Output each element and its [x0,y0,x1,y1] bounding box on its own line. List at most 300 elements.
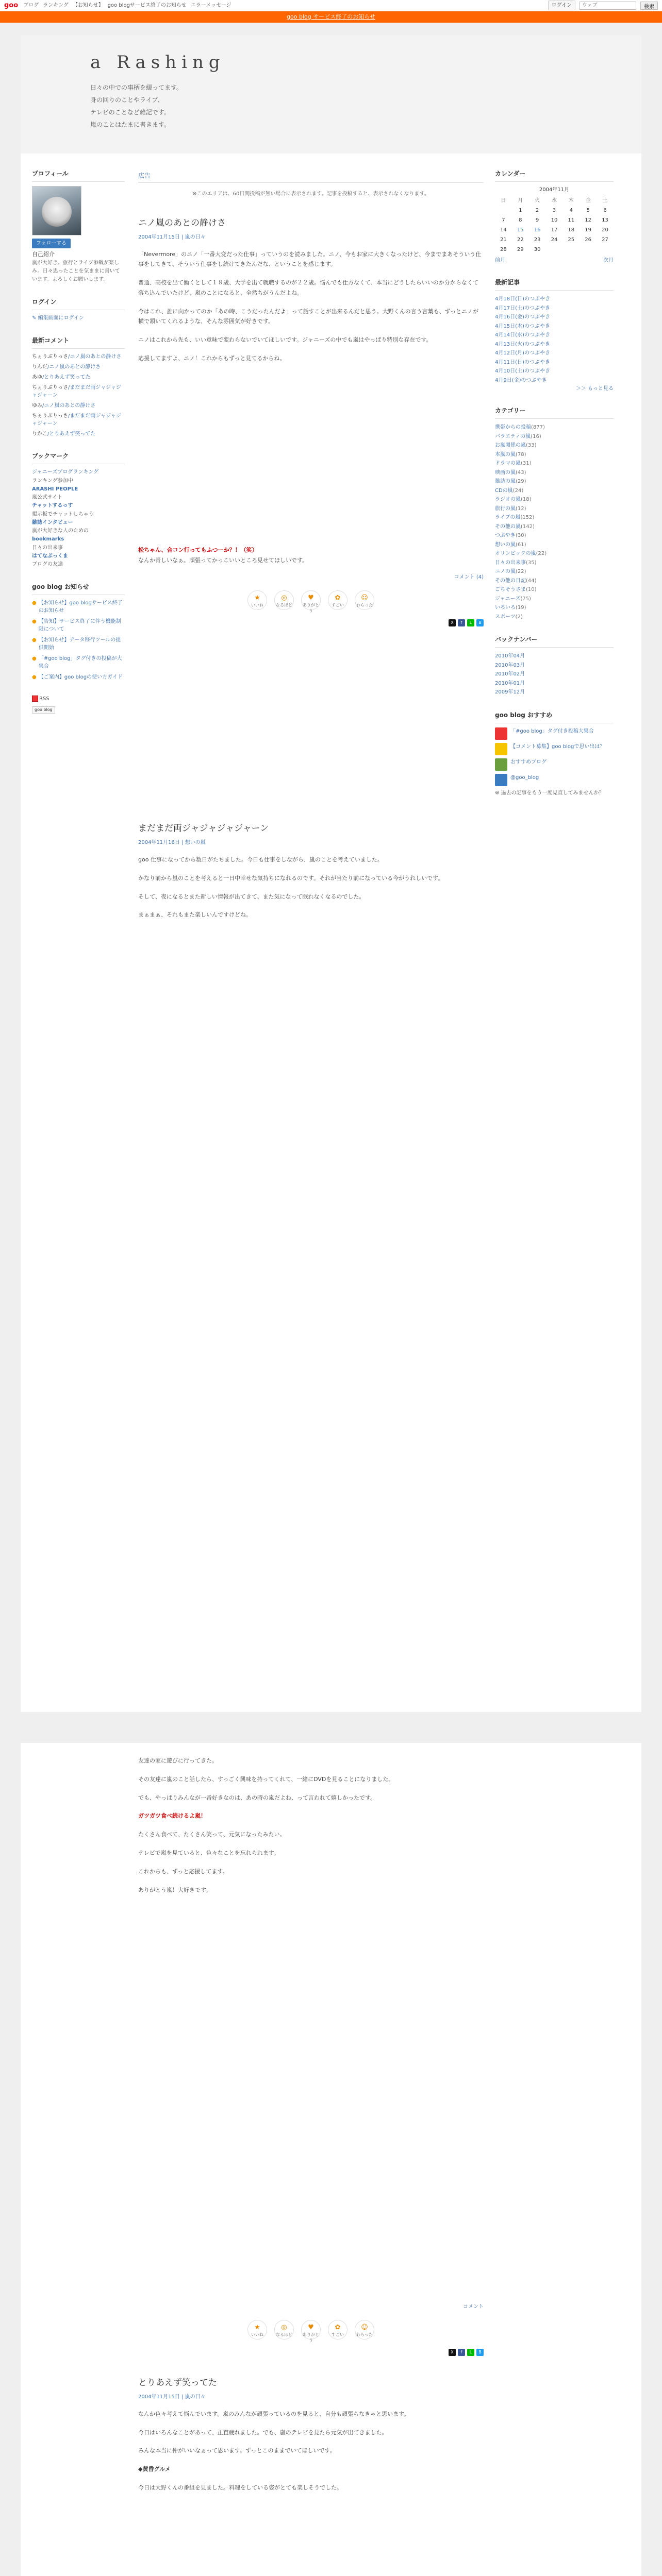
osusume-item[interactable] [495,774,614,786]
post-paragraph: みんな本当に仲がいいなぁって思います。ずっとこのままでいてほしいです。 [138,2447,336,2454]
category-name: お嵐関係の嵐 [495,443,526,448]
backnumber-link[interactable]: 2010年04月 [495,653,525,659]
post-paragraph: 友達の家に遊びに行ってきた。 [138,1757,218,1764]
recent-comment-item [32,363,125,371]
recent-post-link[interactable]: 4月18日(日)のつぶやき [495,296,550,302]
bookmark-desc: 掲示板でチャットしちゃう [32,511,94,517]
calendar-day: 4 [569,208,573,213]
reaction-label: わらった [356,603,373,608]
category-name: バラエティの嵐 [495,433,531,439]
comment-post-link[interactable]: /ニノ嵐のあとの静けさ [42,403,96,409]
reaction-button[interactable] [301,2320,321,2343]
osusume-block [495,710,614,798]
post-title[interactable]: ニノ嵐のあとの静けさ [138,218,226,228]
category-count: (44) [526,578,537,584]
osusume-title: goo blog おすすめ [495,710,614,723]
backnumber-link[interactable]: 2009年12月 [495,689,525,695]
category-name: ジャニーズ [495,596,521,602]
recent-post-link[interactable]: 4月15日(木)のつぶやき [495,323,550,329]
comment-post-link[interactable]: /まだまだ両ジャジャジャジャーン [32,385,121,398]
pencil-icon: ✎ [32,315,38,321]
osusume-thumb [495,758,507,771]
category-item[interactable] [495,567,614,577]
category-name: ニノの嵐 [495,569,516,574]
calendar-week [495,235,614,245]
news-item [32,599,125,615]
category-count: (30) [516,533,526,538]
recent-post-link[interactable]: 4月11日(日)のつぶやき [495,359,550,365]
recent-comment-item [32,384,125,399]
category-name: ライブの嵐 [495,515,521,520]
blog-post [138,822,484,920]
bookmark-block [32,451,125,569]
post-paragraph: 応援してますよ、ニノ！これからもずっと見てるからね。 [138,355,286,362]
post-paragraph: goo 仕事になってから数日がたちました。今日も仕事をしながら、嵐のことを考えていました。 [138,856,383,863]
category-count: (2) [515,614,523,620]
heart-icon: ♥ [308,2324,314,2332]
goo-nav-blog[interactable]: ブログ [23,3,39,8]
comment-author: ちぇりぶりっさ [32,354,68,360]
blog-description-line: 身の回りのことやライブ、 [90,96,164,104]
reaction-button[interactable] [247,590,267,610]
calendar-day: 24 [551,237,558,243]
reaction-button[interactable] [274,2320,294,2340]
inactive-notice: ※このエリアは、60日間投稿が無い場合に表示されます。記事を投稿すると、表示されなくなります。 [192,191,429,197]
left-sidebar [32,169,125,727]
category-count: (19) [516,605,526,611]
backnumber-link[interactable]: 2010年01月 [495,680,525,686]
post-paragraph: たくさん食べて、たくさん笑って、元気になったみたい。 [138,1831,286,1838]
calendar-day: 11 [568,217,575,223]
profile-name: 自己紹介 [32,251,55,258]
line-share-icon[interactable]: L [467,619,474,626]
bookmark-link[interactable]: 雑誌インタビュー [32,519,73,526]
post-paragraph [138,1903,484,2295]
osusume-thumb [495,727,507,740]
category-name: 旅行の嵐 [495,505,516,512]
calendar-day[interactable]: 16 [534,227,541,233]
rss-icon [32,696,38,702]
calendar-table [495,196,614,255]
comment-post-link[interactable]: /とりあえず笑ってた [47,431,96,437]
calendar-week [495,206,614,215]
comment-link[interactable]: コメント (4) [454,574,484,581]
reaction-label: いいね [251,603,263,608]
reaction-label: ありがとう [303,603,319,613]
comment-author: りんだ [32,364,47,370]
share-row [138,2349,484,2356]
recent-post-link[interactable]: 4月14日(水)のつぶやき [495,332,550,338]
post-title[interactable]: まだまだ両ジャジャジャジャーン [138,823,269,834]
category-item[interactable] [495,477,614,486]
weekday-label: 金 [585,198,591,204]
post-paragraph: 今日はいろんなことがあって、正直疲れました。でも、嵐のテレビを見たら元気が出てきました。 [138,2429,388,2436]
login-block [32,297,125,323]
comment-author: ちぇりぶりっさ [32,385,68,391]
bookmark-link[interactable]: bookmarks [32,536,64,542]
blog-header [21,35,641,154]
category-item[interactable] [495,595,614,604]
goo-news-title: goo blog お知らせ [32,582,125,595]
category-name: CDの嵐 [495,487,513,494]
comment-post-link[interactable]: /とりあえず笑ってた [42,375,91,380]
post-date[interactable]: 2004年11月15日 | 嵐の日々 [138,2394,206,2400]
reaction-label: なるほど [276,603,292,608]
post-bold-text: ◆黄昏グルメ [138,2466,171,2473]
news-item [32,636,125,652]
post-paragraph: でも、やっぱりみんなが一番好きなのは、あの時の嵐だよね、って言われて嬉しかったです。 [138,1794,376,1801]
calendar-day: 14 [500,227,507,233]
page-band [21,1712,641,1743]
reaction-button[interactable] [328,2320,347,2340]
post-title[interactable]: とりあえず笑ってた [138,2378,217,2388]
calendar-day: 8 [519,217,522,223]
weekday-label: 土 [602,198,608,204]
recent-post-link[interactable]: 4月17日(土)のつぶやき [495,305,550,311]
hatena-share-icon[interactable]: B [476,619,484,626]
goo-nav-service-end[interactable]: goo blogサービス終了のお知らせ [107,3,187,8]
reaction-button[interactable] [355,590,374,610]
comment-author: ちぇりぶりっさ [32,413,68,419]
goo-search-input[interactable] [580,2,636,10]
reaction-button[interactable] [355,2320,374,2340]
post-body [138,249,484,566]
category-item[interactable] [495,432,614,442]
category-count: (29) [516,479,526,484]
category-item[interactable] [495,540,614,550]
category-name: ラジオの嵐 [495,497,521,502]
rss-label: RSS [39,696,49,702]
category-name: ごちそうさま [495,587,526,592]
comment-link[interactable]: コメント [463,2304,484,2310]
post-paragraph: 今はこれ、誰に向かってのか「あの時、こうだったんだよ」って話すことが出来るんだと思う。大野くんの言う言葉も、ずっとニノが横で頷いてくれるような、そんな雰囲気が好きです。 [138,308,478,325]
calendar-block [495,169,614,264]
osusume-item[interactable] [495,743,614,755]
calendar-week [495,225,614,235]
osusume-link[interactable]: 【コメント募集】goo blogで思い出は？ [510,743,605,750]
star-icon: ★ [254,594,260,602]
bell-icon: ● [32,600,37,606]
blog-title[interactable]: a Rashing [90,52,225,73]
category-item[interactable] [495,531,614,540]
goo-nav-error[interactable]: エラーメッセージ [190,3,231,8]
bell-icon: ● [32,637,37,643]
category-item[interactable] [495,549,614,558]
comment-post-link[interactable]: /まだまだ両ジャジャジャジャーン [32,413,121,427]
flower-icon: ✿ [335,594,341,602]
x-share-icon[interactable]: X [449,619,456,626]
post-date[interactable]: 2004年11月15日 | 嵐の日々 [138,234,206,240]
weekday-label: 月 [518,198,523,204]
osusume-item[interactable] [495,727,614,740]
category-count: (33) [526,443,537,448]
reaction-label: すごい [332,2332,344,2337]
news-link[interactable]: 【ご案内】goo blogの使い方ガイド [38,674,123,680]
goo-blog-badge[interactable]: goo blog [32,706,55,714]
category-name: その他の嵐 [495,523,521,530]
circle-icon: ◎ [281,594,287,602]
category-count: (24) [512,487,524,494]
bookmark-desc: 嵐が大好きな人のための [32,528,89,534]
category-name: 日々の出来事 [495,560,526,566]
category-item[interactable] [495,577,614,586]
goo-logo[interactable]: goo [4,1,19,9]
follow-button[interactable]: フォローする [32,239,71,248]
calendar-day[interactable]: 15 [517,227,524,233]
calendar-day: 25 [568,237,575,243]
category-count: (12) [516,505,526,512]
heart-icon: ♥ [308,594,314,602]
calendar-day: 6 [603,208,607,213]
category-count: (78) [516,451,526,457]
post-paragraph: ニノはこれから先も、いい意味で変わらないでいてほしいです。ジャニーズの中でも嵐はやっぱり特別な存在です。 [138,336,432,344]
bookmark-link[interactable]: ARASHI PEOPLE [32,486,78,492]
recent-comment-item [32,353,125,361]
category-title: カテゴリー [495,406,614,419]
post-paragraph [138,2464,484,2475]
reaction-button[interactable] [247,2320,267,2340]
recent-more-link[interactable]: ＞＞ もっと見る [575,386,614,392]
category-item[interactable] [495,613,614,622]
recent-comment-item [32,374,125,381]
recent-post-link[interactable]: 4月13日(火)のつぶやき [495,341,550,347]
bookmark-link[interactable]: はてなぶっくま [32,553,68,559]
blog-description-line: 嵐のことはたまに書きます。 [90,121,171,128]
category-count: (877) [531,425,545,430]
reaction-button[interactable] [274,590,294,610]
calendar-day: 1 [519,208,522,213]
category-name: 本嵐の嵐 [495,451,516,457]
post-bold-text: ガツガツ食べ続けるよ嵐！ [138,1812,206,1820]
post-paragraph: かなり前から嵐のことを考えると一日中幸せな気持ちになれるのです。それが当たり前になっている今がうれしいです。 [138,874,444,882]
category-item[interactable] [495,522,614,532]
recent-posts-title: 最新記事 [495,278,614,291]
rss-row [32,694,125,703]
post-body [138,2409,484,2493]
calendar-day: 18 [568,227,575,233]
post-paragraph: そして、夜になるとまた新しい情報が出てきて、また気になって眠れなくなるのでした。 [138,893,365,900]
recent-post-link[interactable]: 4月10日(土)のつぶやき [495,368,550,374]
category-item[interactable] [495,450,614,460]
calendar-week [495,245,614,255]
category-item[interactable] [495,585,614,595]
ad-heading: 広告 [138,169,484,183]
calendar-day: 10 [551,217,558,223]
category-block [495,406,614,621]
goo-news-block [32,582,125,681]
category-item[interactable] [495,558,614,568]
bookmark-desc: ブログの友達 [32,562,63,567]
avatar-image [42,197,72,227]
category-count: (10) [526,587,537,592]
blog-description-line: テレビのことなど雑記です。 [90,109,170,116]
reaction-buttons [138,2320,484,2343]
reaction-button[interactable] [301,590,321,613]
comment-author: りかこ [32,431,47,437]
reaction-label: わらった [356,2332,373,2337]
profile-title: プロフィール [32,169,125,182]
news-link[interactable]: 【告知】サービス終了に伴う機能制限について [38,619,121,632]
comment-post-link[interactable]: /ニノ嵐のあとの静けさ [68,354,122,360]
calendar-day: 13 [602,217,608,223]
goo-nav-ranking[interactable]: ランキング [43,3,69,8]
reaction-label: いいね [251,2332,263,2337]
category-item[interactable] [495,441,614,450]
facebook-share-icon[interactable]: f [458,619,465,626]
post-date[interactable]: 2004年11月16日 | 想いの嵐 [138,839,206,845]
category-count: (22) [536,551,547,556]
calendar-day [580,245,597,255]
category-item[interactable] [495,504,614,514]
osusume-item[interactable] [495,758,614,771]
post-paragraph [138,372,484,537]
recent-post-link[interactable]: 4月12日(月)のつぶやき [495,350,550,356]
osusume-link[interactable]: 「#goo blog」タグ付き投稿大集合 [510,728,594,734]
backnumber-link[interactable]: 2010年02月 [495,671,525,677]
login-link-label: 編集画面にログイン [38,315,85,321]
category-item[interactable] [495,495,614,504]
star-icon: ★ [254,2324,260,2332]
category-item[interactable] [495,459,614,468]
calendar-day: 2 [535,208,539,213]
line-share-icon[interactable]: L [467,2349,474,2356]
category-item[interactable] [495,603,614,613]
osusume-link[interactable]: @goo_blog [510,774,539,781]
main-content-continued [138,1756,484,2519]
blog-post [138,2377,484,2493]
category-count: (35) [526,560,537,566]
backnumber-link[interactable]: 2010年03月 [495,662,525,668]
post-body [138,1756,484,2295]
hatena-share-icon[interactable]: B [476,2349,484,2356]
category-name: ドラマの嵐 [495,461,521,466]
category-item[interactable] [495,513,614,522]
category-name: つぶやき [495,533,516,538]
calendar-day: 3 [552,208,556,213]
comment-post-link[interactable]: /ニノ嵐のあとの静けさ [47,364,101,370]
post-paragraph [138,545,484,566]
calendar-day: 23 [534,237,541,243]
calendar-day: 17 [551,227,558,233]
post-paragraph: まぁまぁ、それもまた楽しいんですけどね。 [138,911,252,919]
calendar-day [597,245,614,255]
category-item[interactable] [495,486,614,496]
post-text: なんか青しいなぁ。頑張ってかっこいいところ見せてほしいです。 [138,556,308,564]
category-item[interactable] [495,468,614,478]
recent-post-link[interactable]: 4月9日(金)のつぶやき [495,377,547,383]
calendar-week [495,215,614,225]
category-count: (43) [516,469,526,476]
calendar-day: 28 [500,247,507,252]
right-sidebar [495,169,614,811]
bookmark-link[interactable]: チャットするっす [32,503,73,509]
rss-block [32,694,125,714]
post-paragraph [138,1811,484,1821]
calendar-week-header [495,196,614,206]
category-count: (22) [516,569,526,574]
calendar-day: 20 [602,227,608,233]
calendar-day: 5 [586,208,590,213]
category-count: (142) [521,523,535,530]
category-name: 映画の嵐 [495,469,516,476]
bookmark-title: ブックマーク [32,451,125,464]
promo-banner [0,11,662,23]
goo-login-button[interactable]: ログイン [548,1,576,10]
category-item[interactable] [495,423,614,432]
category-count: (152) [520,515,535,520]
calendar-day: 27 [602,237,608,243]
calendar-day: 26 [585,237,591,243]
post-paragraph: 普通、高校を出て働くとして１８歳、大学を出て就職するのが２２歳。悩んでも仕方なくて、本当にどうしたらいいのか分からなくて落ち込んでいたけど、嵐のことになると、全然ちがうんだよね。 [138,279,478,296]
osusume-link[interactable]: おすすめブログ [510,759,547,765]
twitter-icon [495,774,507,786]
x-share-icon[interactable]: X [449,2349,456,2356]
post-paragraph: これからも、ずっと応援してます。 [138,1868,228,1875]
comment-author: ゆみ [32,403,42,409]
post-paragraph: テレビで嵐を見ていると、色々なことを忘れられます。 [138,1849,279,1856]
recent-comment-item [32,402,125,410]
recent-posts-block [495,278,614,393]
reaction-button[interactable] [328,590,347,610]
profile-text: 嵐が大好き。旅行とライブ参戦が楽しみ。日々思ったことを気ままに書いています。よろしくお願いします。 [32,260,120,282]
recent-comment-item [32,412,125,428]
weekday-label: 木 [568,198,574,204]
backnumber-title: バックナンバー [495,635,614,648]
bookmark-link[interactable]: ジャニーズブログランキング [32,469,98,475]
reaction-label: ありがとう [303,2332,319,2343]
news-item [32,673,125,681]
blog-description-line: 日々の中での事柄を綴ってます。 [90,84,183,91]
flower-icon: ✿ [335,2324,341,2332]
bell-icon: ● [32,674,37,680]
bookmark-desc: 日々の出来事 [32,545,63,551]
news-link[interactable]: 【お知らせ】goo blogサービス終了のお知らせ [38,600,123,614]
goo-nav-notice[interactable]: 【お知らせ】 [72,3,104,8]
goo-search-button[interactable]: 検索 [640,2,658,10]
post-paragraph: その友達に嵐のこと話したら、すっごく興味を持ってくれて、一緒にDVDを見ることになりました。 [138,1775,394,1783]
promo-link[interactable]: goo blog サービス終了のお知らせ [287,13,375,20]
category-count: (75) [520,596,531,602]
category-count: (16) [531,433,541,439]
smile-icon: ☺ [361,2324,368,2332]
recent-post-link[interactable]: 4月16日(金)のつぶやき [495,314,550,320]
calendar-next-link[interactable]: 次月 [603,258,614,263]
osusume-thumb [495,743,507,755]
weekday-label: 日 [501,198,506,204]
reaction-buttons [138,590,484,613]
news-item [32,618,125,633]
main-content [138,169,484,946]
recent-comments-block [32,336,125,438]
smile-icon: ☺ [361,594,368,602]
recent-comment-item [32,430,125,438]
category-count: (61) [516,541,526,548]
facebook-share-icon[interactable]: f [458,2349,465,2356]
blog-post [138,217,484,626]
calendar-day: 12 [585,217,591,223]
calendar-prev-link[interactable]: 前月 [495,258,505,263]
category-count: (18) [521,497,532,502]
post-bold-text: 松ちゃん、合コン行ってもふつーか？！（笑） [138,546,258,553]
calendar-day: 21 [500,237,507,243]
goo-top-bar [0,0,662,11]
post-paragraph: 今日は大野くんの番組を見ました。料理をしている姿がとても楽しそうでした。 [138,2484,342,2492]
reaction-label: すごい [332,603,344,608]
calendar-day [495,206,512,215]
news-link[interactable]: 【お知らせ】データ移行ツールの提供開始 [38,637,121,651]
login-link[interactable] [32,314,125,323]
news-link[interactable]: 「#goo blog」タグ付きの投稿が大集合 [38,656,122,669]
